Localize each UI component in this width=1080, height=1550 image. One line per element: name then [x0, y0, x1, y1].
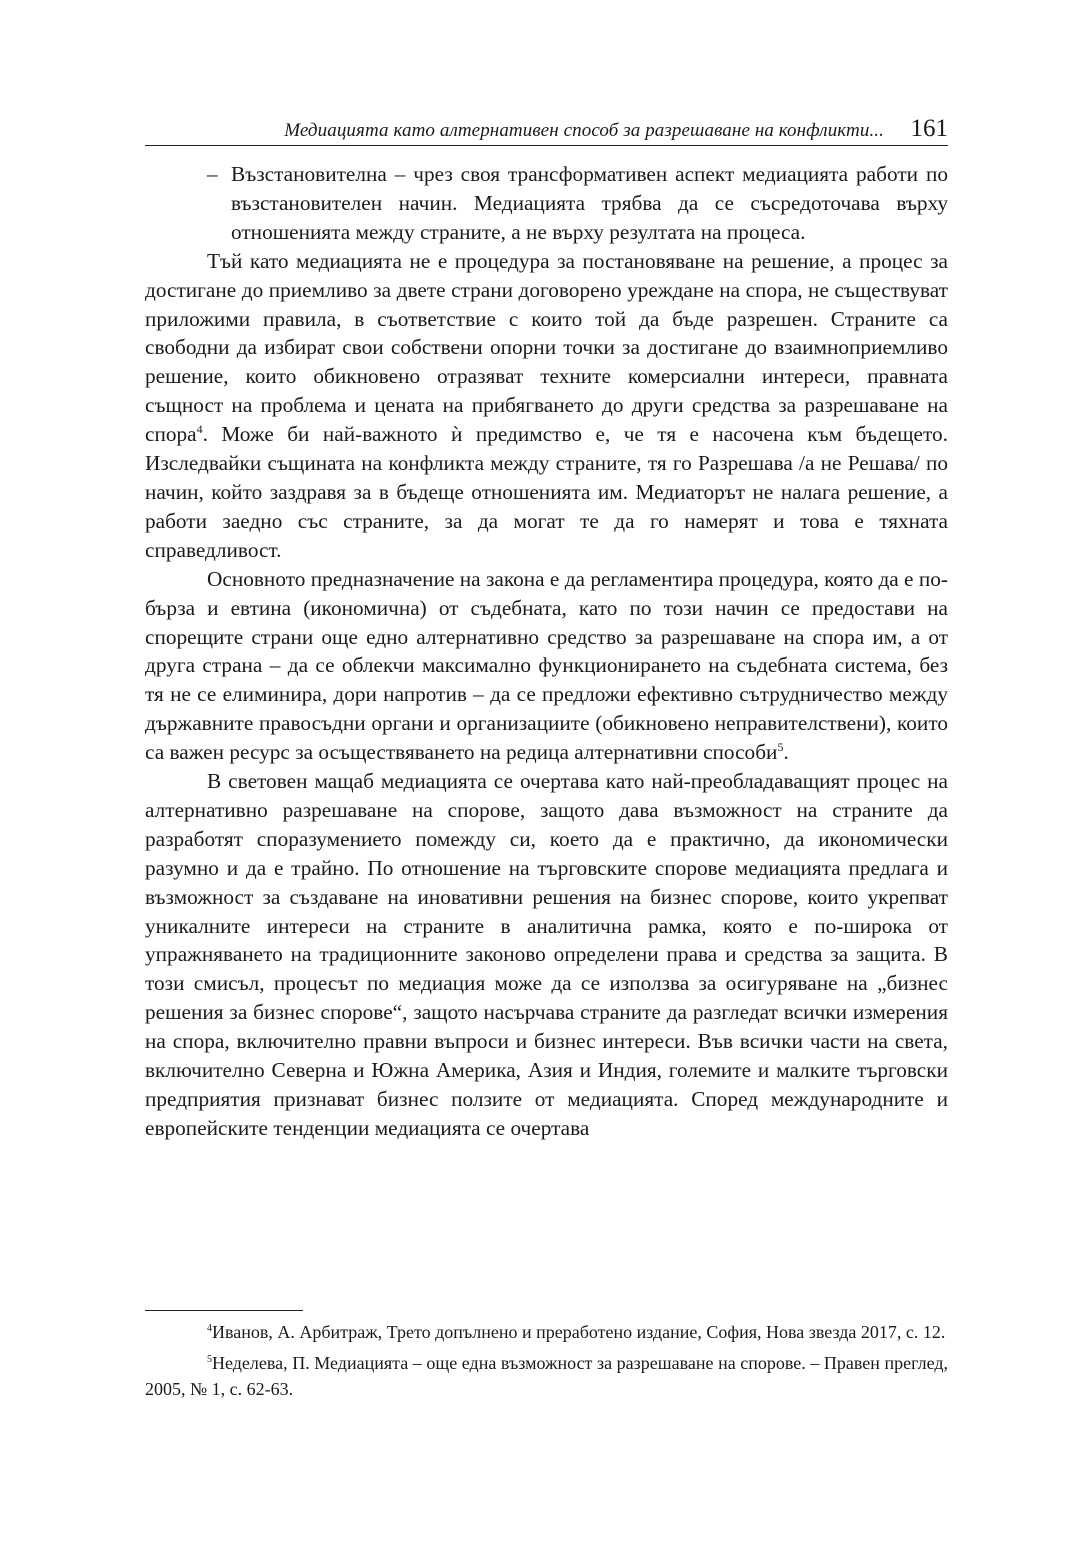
footnote-ref-4[interactable]: 4 [196, 422, 203, 437]
bullet-dash: – [207, 162, 218, 186]
paragraph-1-text-b: . Може би най-важното ѝ предимство е, че тя е насочена към бъдещето. Изследвайки същината на конфликта между страните, тя го Разрешава /а не Решава/ по начин, който заздравя за в бъдеще отношенията им. Медиаторът не налага решение, а работи заедно със страните, за да могат те да го намерят и това е тяхната справедливост. [145, 422, 948, 562]
paragraph-2-text-b: . [783, 740, 789, 765]
footnote-divider [145, 1310, 303, 1311]
paragraph-2 [145, 565, 948, 767]
footnote-number: 4 [207, 1323, 212, 1334]
running-title: Медиацията като алтернативен способ за разрешаване на конфликти... [284, 120, 884, 141]
running-header [145, 112, 948, 146]
footnote-number: 5 [207, 1354, 212, 1365]
bullet-text: Възстановителна – чрез своя трансформативен аспект медиацията работи по възстановителен начин. Медиацията трябва да се съсредоточава върху отношенията между страните, а не върху резултата на процеса. [231, 162, 948, 244]
footnote-4 [145, 1319, 948, 1345]
main-text [145, 160, 948, 1143]
footnote-ref-5[interactable]: 5 [777, 740, 784, 755]
bullet-item [145, 160, 948, 247]
page-number: 161 [910, 115, 948, 142]
footnotes [145, 1319, 948, 1407]
paragraph-3: В световен мащаб медиацията се очертава като най-преобладаващият процес на алтернативно разрешаване на спорове, защото дава възможност на страните да разработят споразумението помежду си, което да е практично, да икономически разумно и да е трайно. По отношение на търговските спорове медиацията предлага и възможност за създаване на иновативни решения на бизнес спорове, които укрепват уникалните интереси на страните в аналитична рамка, която е по-широка от упражняването на традиционните законово определени права и средства за защита. В този смисъл, процесът по медиация може да се използва за осигуряване на „бизнес решения за бизнес спорове“, защото насърчава страните да разгледат всички измерения на спора, включително правни въпроси и бизнес интереси. Във всички части на света, включително Северна и Южна Америка, Азия и Индия, големите и малките търговски предприятия признават бизнес ползите от медиацията. Според международните и европейските тенденции медиацията се очертава [145, 769, 948, 1140]
paragraph-2-text-a: Основното предназначение на закона е да регламентира процедура, която да е по-бърза и евтина (икономична) от съдебната, като по този начин се предостави на спорещите страни още едно алтернативно средство за разрешаване на спора им, а от друга страна – да се облекчи максимално функционирането на съдебната система, без тя не се елиминира, дори напротив – да се предложи ефективно сътрудничество между държавните правосъдни органи и организациите (обикновено неправителствени), които са важен ресурс за осъществяването на редица алтернативни способи [145, 566, 948, 765]
paragraph-1-text-a: Тъй като медиацията не е процедура за постановяване на решение, а процес за достигане до приемливо за двете страни договорено уреждане на спора, не съществуват приложими правила, в съответствие с които той да бъде разрешен. Страните са свободни да избират свои собствени опорни точки за достигане до взаимноприемливо решение, които обикновено отразяват техните комерсиални интереси, правната същност на проблема и цената на прибягването до други средства за разрешаване на спора [145, 248, 948, 447]
footnote-5 [145, 1350, 948, 1402]
footnote-text: Иванов, А. Арбитраж, Трето допълнено и преработено издание, София, Нова звезда 2017, с. 12. [212, 1322, 946, 1342]
paragraph-1 [145, 247, 948, 565]
footnote-text: Неделева, П. Медиацията – още една възможност за разрешаване на спорове. – Правен преглед, 2005, № 1, с. 62-63. [145, 1353, 948, 1399]
